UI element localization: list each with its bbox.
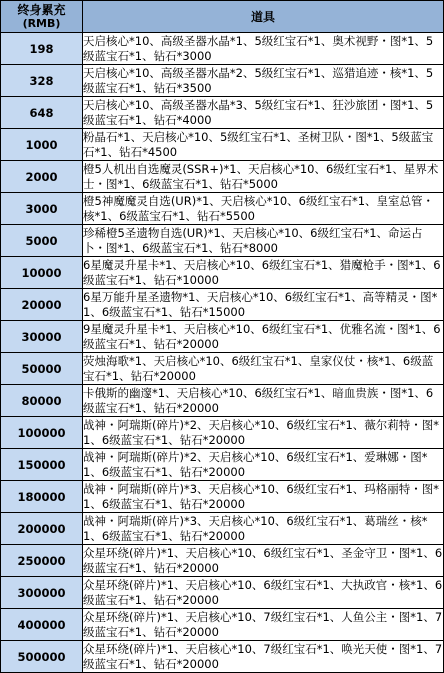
row-amount: 10000 (1, 257, 83, 289)
table-row (1, 129, 444, 161)
row-reward: 天启核心*10、高级圣器水晶*1、5级红宝石*1、奥术视野・图*1、5级蓝宝石*1、钻石*3000 (83, 33, 444, 65)
header-amount-title: 终身累充 (17, 3, 66, 17)
table-row (1, 449, 444, 481)
row-reward: 6星魔灵升星卡*1、天启核心*10、6级红宝石*1、猎魔枪手・图*1、6级蓝宝石*1、钻石*10000 (83, 257, 444, 289)
row-reward: 天启核心*10、高级圣器水晶*3、5级红宝石*1、狂沙旅团・图*1、5级蓝宝石*1、钻石*4000 (83, 97, 444, 129)
header-items: 道具 (83, 1, 444, 33)
table-row (1, 577, 444, 609)
table-row (1, 513, 444, 545)
row-reward: 众星环绕(碎片)*1、天启核心*10、7级红宝石*1、人鱼公主・图*1、7级蓝宝石*1、钻石*20000 (83, 609, 443, 639)
row-amount: 2000 (1, 161, 83, 193)
row-reward: 橙5神魔魔灵自选(UR)*1、天启核心*10、6级红宝石*1、皇室总管・核*1、6级蓝宝石*1、钻石*5500 (83, 193, 444, 225)
row-amount: 150000 (1, 449, 83, 481)
row-reward: 粉晶石*1、天启核心*10、5级红宝石*1、圣树卫队・图*1、5级蓝宝石*1、钻石*4500 (83, 129, 444, 161)
table-row (1, 417, 444, 449)
row-amount: 300000 (1, 577, 83, 609)
row-reward: 众星环绕(碎片)*1、天启核心*10、6级红宝石*1、圣金守卫・图*1、6级蓝宝石*1、钻石*20000 (83, 545, 443, 575)
row-amount: 200000 (1, 513, 83, 545)
row-amount: 20000 (1, 289, 83, 321)
table-row (1, 193, 444, 225)
table-row (1, 385, 444, 417)
row-reward: 战神・阿瑞斯(碎片)*3、天启核心*10、6级红宝石*1、玛格丽特・图*1、6级蓝宝石*1、钻石*20000 (83, 481, 444, 513)
table-row (1, 161, 444, 193)
row-amount: 198 (1, 33, 83, 65)
row-reward: 战神・阿瑞斯(碎片)*2、天启核心*10、6级红宝石*1、薇尔莉特・图*1、6级蓝宝石*1、钻石*20000 (83, 417, 444, 449)
row-amount: 180000 (1, 481, 83, 513)
table-row (1, 225, 444, 257)
row-amount: 3000 (1, 193, 83, 225)
table-row (1, 289, 444, 321)
table-row (1, 97, 444, 129)
row-amount: 30000 (1, 321, 83, 353)
row-amount: 250000 (1, 545, 83, 577)
row-amount: 100000 (1, 417, 83, 449)
table-row (1, 65, 444, 97)
row-amount: 50000 (1, 353, 83, 385)
table-row (1, 353, 444, 385)
row-amount: 500000 (1, 641, 83, 673)
header-row (1, 1, 444, 33)
row-reward: 天启核心*10、高级圣器水晶*2、5级红宝石*1、巡猎追迹・核*1、5级蓝宝石*1、钻石*3500 (83, 65, 444, 97)
header-amount-unit: (RMB) (22, 17, 61, 30)
row-reward: 9星魔灵升星卡*1、天启核心*10、6级红宝石*1、优雅名流・图*1、6级蓝宝石*1、钻石*20000 (83, 321, 444, 353)
row-amount: 5000 (1, 225, 83, 257)
row-reward: 珍稀橙5圣遗物自选(UR)*1、天启核心*10、6级红宝石*1、命运占卜・图*1、6级蓝宝石*1、钻石*8000 (83, 225, 444, 257)
row-reward: 橙5人机出自选魔灵(SSR+)*1、天启核心*10、6级红宝石*1、星界术士・图*1、6级蓝宝石*1、钻石*5000 (83, 161, 444, 193)
table-row (1, 257, 444, 289)
table-row (1, 545, 444, 577)
table-row (1, 321, 444, 353)
row-reward: 战神・阿瑞斯(碎片)*3、天启核心*10、6级红宝石*1、葛瑞丝・核*1、6级蓝宝石*1、钻石*20000 (83, 513, 444, 545)
table-row (1, 641, 444, 673)
row-amount: 648 (1, 97, 83, 129)
row-reward: 6星万能升星圣遗物*1、天启核心*10、6级红宝石*1、高等精灵・图*1、6级蓝宝石*1、钻石*15000 (83, 289, 444, 321)
row-reward: 众星环绕(碎片)*1、天启核心*10、7级红宝石*1、唤光天使・图*1、7级蓝宝石*1、钻石*20000 (83, 641, 443, 671)
row-reward: 卡俄斯的幽邃*1、天启核心*10、6级红宝石*1、暗血贵族・图*1、6级蓝宝石*1、钻石*20000 (83, 385, 444, 417)
row-reward: 众星环绕(碎片)*1、天启核心*10、6级红宝石*1、大执政官・核*1、6级蓝宝石*1、钻石*20000 (83, 577, 443, 607)
reward-rows (1, 33, 444, 673)
row-reward: 荧烛海歌*1、天启核心*10、6级红宝石*1、皇家仪仗・核*1、6级蓝宝石*1、钻石*20000 (83, 353, 444, 385)
row-amount: 328 (1, 65, 83, 97)
row-amount: 1000 (1, 129, 83, 161)
table-row (1, 33, 444, 65)
table-row (1, 609, 444, 641)
row-amount: 400000 (1, 609, 83, 641)
header-amount (1, 1, 83, 33)
table-row (1, 481, 444, 513)
row-reward: 战神・阿瑞斯(碎片)*2、天启核心*10、6级红宝石*1、爱琳娜・图*1、6级蓝宝石*1、钻石*20000 (83, 449, 444, 481)
row-amount: 80000 (1, 385, 83, 417)
